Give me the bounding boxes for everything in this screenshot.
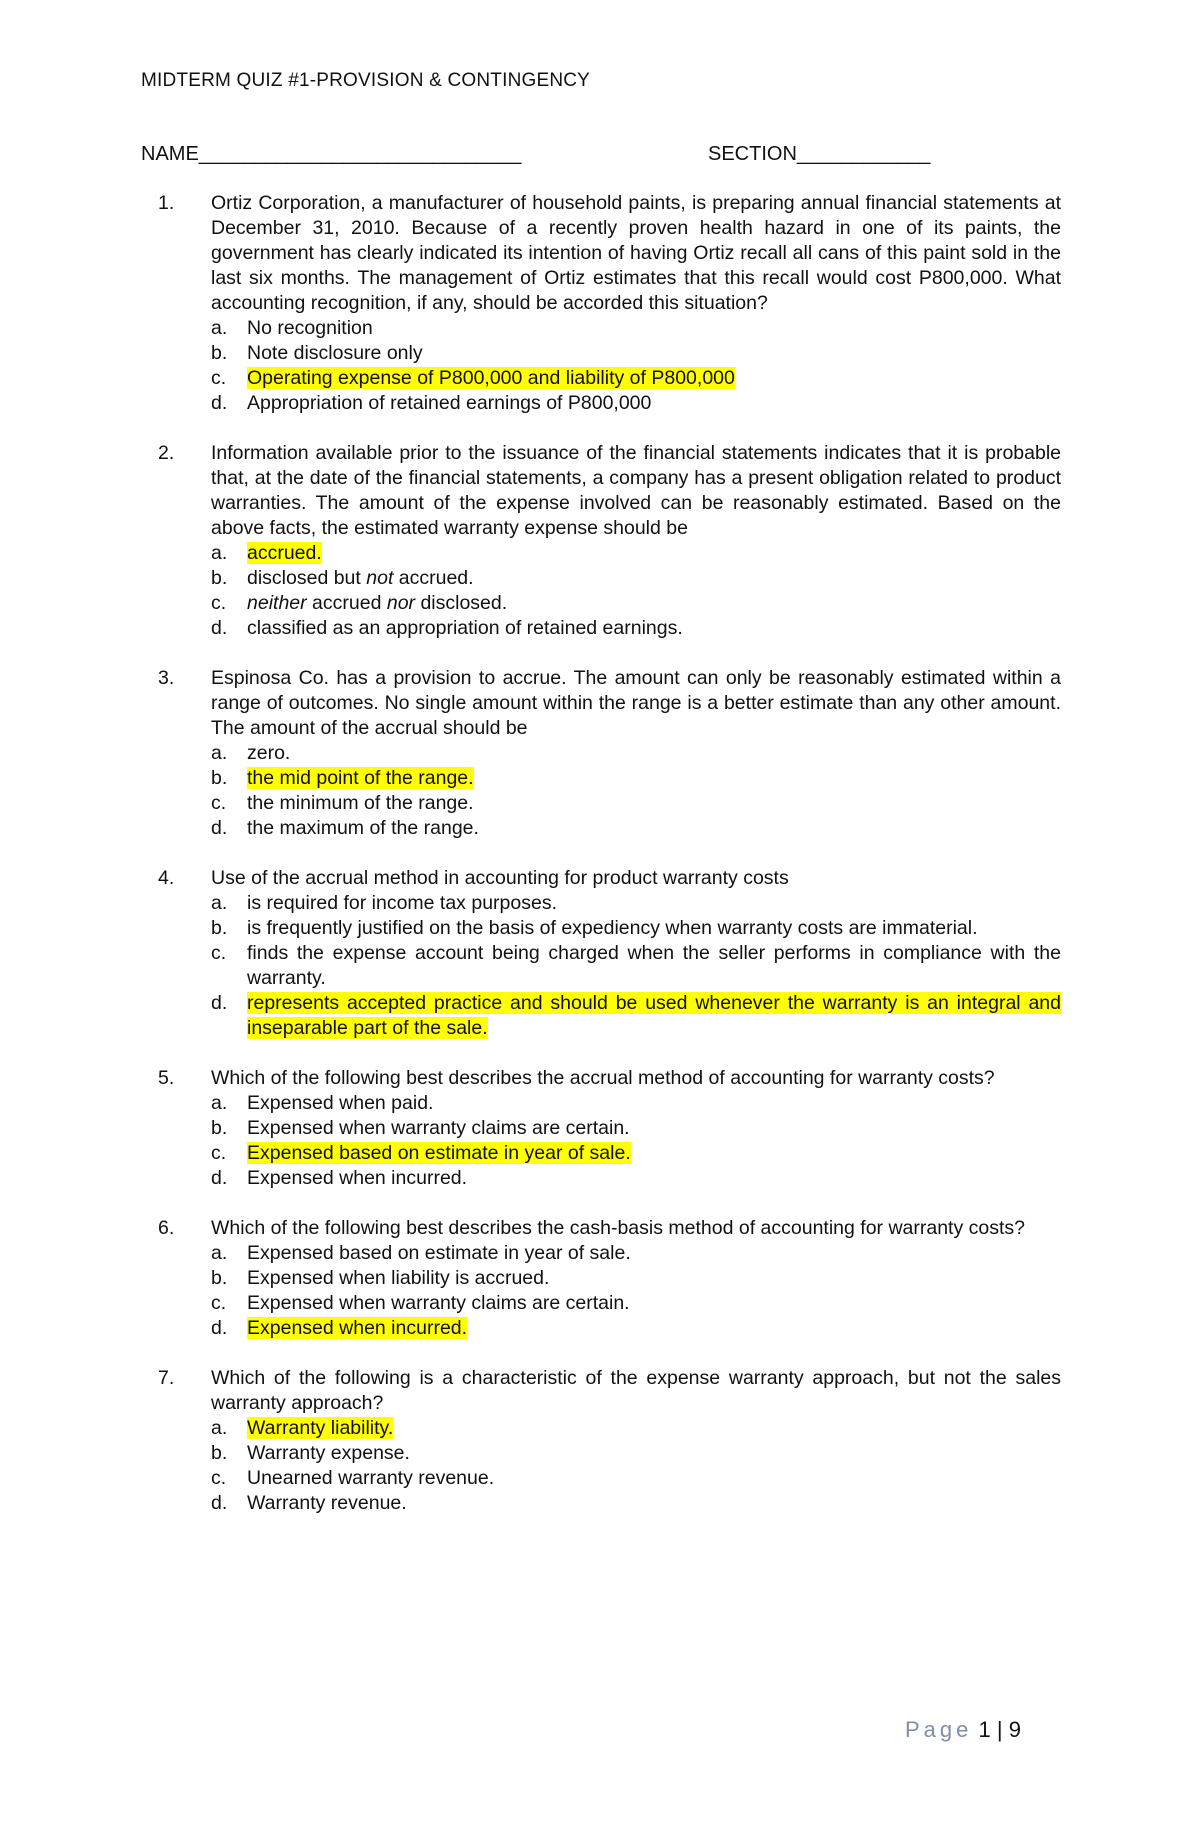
option-text: Appropriation of retained earnings of P800,000 bbox=[247, 392, 652, 414]
option-c bbox=[211, 1291, 1061, 1316]
option-d bbox=[211, 1166, 1061, 1191]
question-text: Which of the following is a characteristic of the expense warranty approach, but not the sales warranty approach? bbox=[211, 1367, 1061, 1414]
option-text bbox=[247, 1416, 1061, 1441]
option-letter: b. bbox=[211, 1442, 228, 1464]
question-number: 5. bbox=[158, 1067, 175, 1089]
question-text: Which of the following best describes the accrual method of accounting for warranty costs? bbox=[211, 1067, 995, 1089]
option-c bbox=[211, 941, 1061, 991]
option-text: classified as an appropriation of retained earnings. bbox=[247, 617, 683, 639]
question-text: Which of the following best describes the cash-basis method of accounting for warranty costs? bbox=[211, 1217, 1025, 1239]
option-a bbox=[211, 541, 1061, 566]
option-c bbox=[211, 791, 1061, 816]
page-number: 1 bbox=[978, 1717, 991, 1742]
option-d bbox=[211, 816, 1061, 841]
option-text bbox=[247, 1316, 1061, 1341]
option-letter: b. bbox=[211, 1267, 228, 1289]
option-a bbox=[211, 1091, 1061, 1116]
option-letter: c. bbox=[211, 942, 227, 964]
option-c bbox=[211, 1141, 1061, 1166]
option-text: Expensed when liability is accrued. bbox=[247, 1267, 550, 1289]
question-number: 1. bbox=[158, 192, 175, 214]
option-text: Unearned warranty revenue. bbox=[247, 1467, 495, 1489]
option-text: Expensed when paid. bbox=[247, 1092, 434, 1114]
question-2 bbox=[141, 441, 1061, 641]
option-letter: a. bbox=[211, 1242, 228, 1264]
option-b bbox=[211, 766, 1061, 791]
question-6 bbox=[141, 1216, 1061, 1341]
option-b bbox=[211, 916, 1061, 941]
option-a bbox=[211, 316, 1061, 341]
option-text: the maximum of the range. bbox=[247, 817, 479, 839]
question-number: 3. bbox=[158, 667, 175, 689]
option-text: is frequently justified on the basis of expediency when warranty costs are immaterial. bbox=[247, 917, 978, 939]
option-letter: d. bbox=[211, 617, 228, 639]
option-text: Expensed when incurred. bbox=[247, 1167, 468, 1189]
option-b bbox=[211, 1441, 1061, 1466]
option-d bbox=[211, 391, 1061, 416]
option-letter: d. bbox=[211, 1167, 228, 1189]
option-text bbox=[247, 766, 1061, 791]
name-field: NAME_____________________________ bbox=[141, 143, 522, 165]
option-text: zero. bbox=[247, 742, 291, 764]
option-letter: d. bbox=[211, 392, 228, 414]
option-letter: d. bbox=[211, 992, 228, 1014]
option-letter: c. bbox=[211, 792, 227, 814]
question-3 bbox=[141, 666, 1061, 841]
question-number: 4. bbox=[158, 867, 175, 889]
option-letter: a. bbox=[211, 1092, 228, 1114]
question-text: Ortiz Corporation, a manufacturer of household paints, is preparing annual financial statements at December 31, 2010. Because of a recently proven health hazard in one of its paints, the government has clearly indicated its intention of having Ortiz recall all cans of this paint sold in the last six months. The management of Ortiz estimates that this recall would cost P800,000. What accounting recognition, if any, should be accorded this situation? bbox=[211, 192, 1061, 314]
option-text bbox=[247, 541, 1061, 566]
option-letter: c. bbox=[211, 367, 227, 389]
option-letter: a. bbox=[211, 317, 228, 339]
option-c bbox=[211, 366, 1061, 391]
highlighted-answer: Expensed based on estimate in year of sale. bbox=[247, 1142, 631, 1164]
option-a bbox=[211, 1241, 1061, 1266]
quiz-title: MIDTERM QUIZ #1-PROVISION & CONTINGENCY bbox=[141, 70, 591, 91]
option-text: Warranty revenue. bbox=[247, 1492, 407, 1514]
option-text: No recognition bbox=[247, 317, 373, 339]
option-a bbox=[211, 891, 1061, 916]
option-text: Expensed when warranty claims are certain. bbox=[247, 1292, 630, 1314]
highlighted-answer: Expensed when incurred. bbox=[247, 1317, 468, 1339]
question-list bbox=[141, 191, 1061, 1541]
option-b bbox=[211, 1116, 1061, 1141]
highlighted-answer: the mid point of the range. bbox=[247, 767, 474, 789]
option-text: neither accrued nor disclosed. bbox=[247, 592, 508, 614]
option-a bbox=[211, 741, 1061, 766]
option-letter: b. bbox=[211, 917, 228, 939]
highlighted-answer: represents accepted practice and should be used whenever the warranty is an integral and inseparable part of the sale. bbox=[247, 992, 1061, 1039]
question-text: Information available prior to the issuance of the financial statements indicates that it is probable that, at the date of the financial statements, a company has a present obligation related to product warranties. The amount of the expense involved can be reasonably estimated. Based on the above facts, the estimated warranty expense should be bbox=[211, 442, 1061, 539]
option-text: Expensed when warranty claims are certain. bbox=[247, 1117, 630, 1139]
option-text: disclosed but not accrued. bbox=[247, 567, 474, 589]
question-text: Espinosa Co. has a provision to accrue. The amount can only be reasonably estimated within a range of outcomes. No single amount within the range is a better estimate than any other amount. The amount of the accrual should be bbox=[211, 667, 1061, 739]
option-d bbox=[211, 1491, 1061, 1516]
option-b bbox=[211, 341, 1061, 366]
option-text: is required for income tax purposes. bbox=[247, 892, 557, 914]
question-number: 2. bbox=[158, 442, 175, 464]
option-letter: d. bbox=[211, 1317, 228, 1339]
option-letter: d. bbox=[211, 1492, 228, 1514]
option-letter: c. bbox=[211, 1292, 227, 1314]
option-text bbox=[247, 366, 1061, 391]
page-label: Page bbox=[905, 1717, 973, 1742]
option-b bbox=[211, 1266, 1061, 1291]
option-letter: c. bbox=[211, 592, 227, 614]
option-b bbox=[211, 566, 1061, 591]
option-letter: a. bbox=[211, 742, 228, 764]
option-text bbox=[247, 991, 1061, 1041]
question-7 bbox=[141, 1366, 1061, 1516]
option-letter: d. bbox=[211, 817, 228, 839]
question-5 bbox=[141, 1066, 1061, 1191]
question-number: 7. bbox=[158, 1367, 175, 1389]
option-letter: a. bbox=[211, 1417, 228, 1439]
option-c bbox=[211, 591, 1061, 616]
option-letter: c. bbox=[211, 1142, 227, 1164]
option-text: Warranty expense. bbox=[247, 1442, 410, 1464]
option-a bbox=[211, 1416, 1061, 1441]
option-letter: a. bbox=[211, 892, 228, 914]
highlighted-answer: Warranty liability. bbox=[247, 1417, 394, 1439]
question-text: Use of the accrual method in accounting for product warranty costs bbox=[211, 867, 789, 889]
page-separator: | bbox=[996, 1717, 1003, 1742]
option-text: Expensed based on estimate in year of sale. bbox=[247, 1242, 631, 1264]
option-letter: b. bbox=[211, 767, 228, 789]
option-letter: b. bbox=[211, 342, 228, 364]
section-field: SECTION____________ bbox=[708, 143, 931, 165]
page-total: 9 bbox=[1008, 1717, 1021, 1742]
question-4 bbox=[141, 866, 1061, 1041]
option-letter: b. bbox=[211, 567, 228, 589]
page-footer bbox=[905, 1717, 1021, 1743]
option-d bbox=[211, 1316, 1061, 1341]
highlighted-answer: Operating expense of P800,000 and liability of P800,000 bbox=[247, 367, 735, 389]
option-letter: a. bbox=[211, 542, 228, 564]
question-number: 6. bbox=[158, 1217, 175, 1239]
option-d bbox=[211, 991, 1061, 1041]
option-letter: c. bbox=[211, 1467, 227, 1489]
option-d bbox=[211, 616, 1061, 641]
option-letter: b. bbox=[211, 1117, 228, 1139]
option-text: Note disclosure only bbox=[247, 342, 423, 364]
option-text: finds the expense account being charged when the seller performs in compliance with the warranty. bbox=[247, 942, 1061, 989]
option-text bbox=[247, 1141, 1061, 1166]
option-c bbox=[211, 1466, 1061, 1491]
question-1 bbox=[141, 191, 1061, 416]
option-text: the minimum of the range. bbox=[247, 792, 474, 814]
highlighted-answer: accrued. bbox=[247, 542, 322, 564]
